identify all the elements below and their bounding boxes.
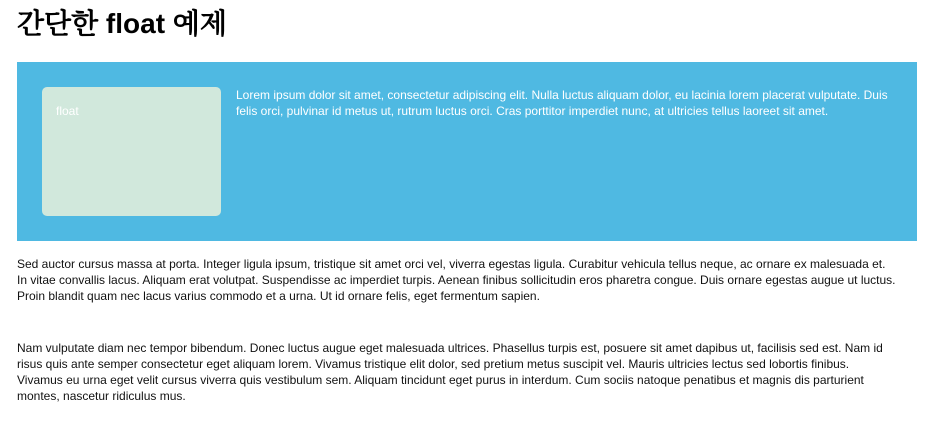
wrapper-paragraph: Lorem ipsum dolor sit amet, consectetur adipiscing elit. Nulla luctus aliquam dolor, eu lacinia lorem placerat vulputate. Duis felis orci, pulvinar id metus ut, rutrum luctus orci. Cras porttitor imperdiet nunc, at ultricies tellus laoreet sit amet. xyxy=(236,88,888,118)
float-box-label: float xyxy=(56,104,79,118)
body-paragraph-2: Nam vulputate diam nec tempor bibendum. Donec luctus augue eget malesuada ultrices. Phasellus turpis est, posuere sit amet dapibus ut, facilisis sed est. Nam id risus quis ante semper consectetur eget aliquam lorem. Vivamus tristique elit dolor, sed pretium metus suscipit vel. Mauris ultricies lectus sed lobortis finibus. Vivamus eu urna eget velit cursus viverra quis vestibulum sem. Aliquam tincidunt eget purus in interdum. Cum sociis natoque penatibus et magnis dis parturient montes, nascetur ridiculus mus. xyxy=(17,341,883,403)
float-wrapper xyxy=(17,62,917,241)
float-box xyxy=(42,87,221,216)
page-title: 간단한 float 예제 xyxy=(17,8,227,39)
body-paragraph-1: Sed auctor cursus massa at porta. Integer ligula ipsum, tristique sit amet orci vel, viverra egestas ligula. Curabitur vehicula tellus neque, ac ornare ex malesuada et. In vitae convallis lacus. Aliquam erat volutpat. Suspendisse ac imperdiet turpis. Aenean finibus sollicitudin eros pharetra congue. Duis ornare egestas augue ut luctus. Proin blandit quam nec lacus varius commodo et a urna. Ut id ornare felis, eget fermentum sapien. xyxy=(17,257,896,303)
